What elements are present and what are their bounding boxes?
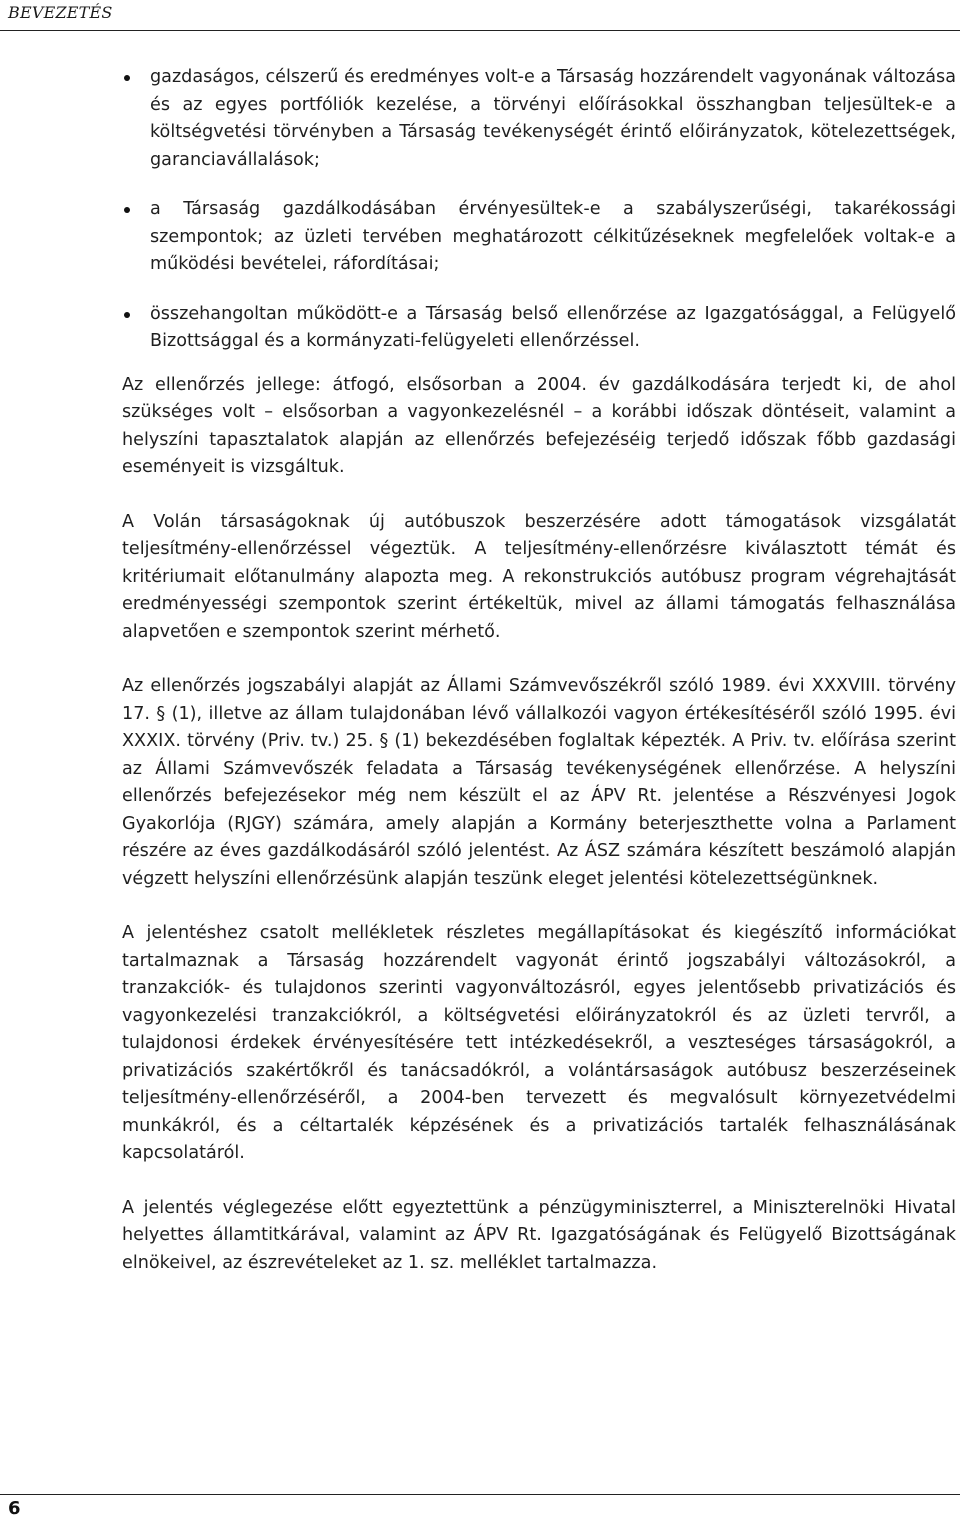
- criteria-bullet-list: [122, 64, 956, 356]
- page-number: 6: [8, 1498, 21, 1519]
- list-item: [122, 301, 956, 356]
- header-divider: [0, 30, 960, 31]
- list-item: [122, 196, 956, 279]
- paragraph-annexes: A jelentéshez csatolt mellékletek részletes megállapításokat és kiegészítő információkat tartalmaznak a Társaság hozzárendelt vagyonát érintő jogszabályi változásokról, a tranzakciók- és tulajdonos szerinti vagyonváltozásról, egyes jelentősebb privatizációs és vagyonkezelési tranzakciókról, a költségvetési előirányzatokról és az üzleti tervről, a tulajdonosi érdekek érvényesítésére tett intézkedésekről, a veszteséges társaságokról, a privatizációs szakértőkről és tanácsadókról, a volántársaságok autóbusz beszerzéseinek teljesítmény-ellenőrzéséről, a 2004-ben tervezett és megvalósult környezetvédelmi munkákról, és a céltartalék képzésének és a privatizációs tartalék felhasználásának kapcsolatáról.: [122, 923, 956, 1163]
- bullet-icon: [124, 312, 130, 318]
- bullet-text: a Társaság gazdálkodásában érvényesültek-e a szabályszerűségi, takarékossági szempontok; az üzleti tervében meghatározott célkitűzéseknek megfelelőek voltak-e a működési bevételei, ráfordításai;: [150, 199, 956, 274]
- bullet-text: összehangoltan működött-e a Társaság belső ellenőrzése az Igazgatósággal, a Felügyelő Bizottsággal és a kormányzati-felügyeleti ellenőrzéssel.: [150, 303, 956, 351]
- bullet-icon: [124, 75, 130, 81]
- paragraph-consultation: A jelentés véglegezése előtt egyeztettünk a pénzügyminiszterrel, a Miniszterelnöki Hivatal helyettes államtitkárával, valamint az ÁPV Rt. Igazgatóságának és Felügyelő Bizottságának elnökeivel, az észrevételeket az 1. sz. melléklet tartalmazza.: [122, 1197, 956, 1273]
- paragraph-legal-basis: Az ellenőrzés jogszabályi alapját az Állami Számvevőszékről szóló 1989. évi XXXVIII. törvény 17. § (1), illetve az állam tulajdonában lévő vállalkozói vagyon értékesítéséről szóló 1995. évi XXXIX. törvény (Priv. tv.) 25. § (1) bekezdésében foglaltak képezték. A Priv. tv. előírása szerint az Állami Számvevőszék feladata a Társaság tevékenységének ellenőrzése. A helyszíni ellenőrzés befejezésekor még nem készült el az ÁPV Rt. jelentése a Részvényesi Jogok Gyakorlója (RJGY) számára, amely alapján a Kormány beterjeszthette volna a Parlament részére az éves gazdálkodásáról szóló jelentést. Az ÁSZ számára készített beszámoló alapján végzett helyszíni ellenőrzésünk alapján teszünk eleget jelentési kötelezettségünknek.: [122, 676, 956, 889]
- paragraph-volan-support: A Volán társaságoknak új autóbuszok beszerzésére adott támogatások vizsgálatát teljesítmény-ellenőrzéssel végeztük. A teljesítmény-ellenőrzésre kiválasztott témát és kritériumait előtanulmány alapozta meg. A rekonstrukciós autóbusz program végrehajtását eredményességi szempontok szerint értékeltük, mivel az állami támogatás felhasználása alapvetően e szempontok szerint mérhető.: [122, 511, 956, 642]
- document-body: [122, 64, 956, 1304]
- footer-divider: [0, 1494, 960, 1495]
- paragraph-audit-nature: Az ellenőrzés jellege: átfogó, elsősorban a 2004. év gazdálkodására terjedt ki, de ahol szükséges volt – elsősorban a vagyonkezelésnél – a korábbi időszak döntéseit, valamint a helyszíni tapasztalatok alapján az ellenőrzés befejezéséig terjedő időszak főbb gazdasági eseményeit is vizsgáltuk.: [122, 374, 956, 477]
- bullet-text: gazdaságos, célszerű és eredményes volt-e a Társaság hozzárendelt vagyonának változása és az egyes portfóliók kezelése, a törvényi előírásokkal összhangban teljesültek-e a költségvetési törvényben a Társaság tevékenységét érintő előirányzatok, kötelezettségek, garanciavállalások;: [150, 67, 956, 170]
- running-header-title: BEVEZETÉS: [8, 3, 113, 22]
- bullet-icon: [124, 207, 130, 213]
- list-item: [122, 64, 956, 174]
